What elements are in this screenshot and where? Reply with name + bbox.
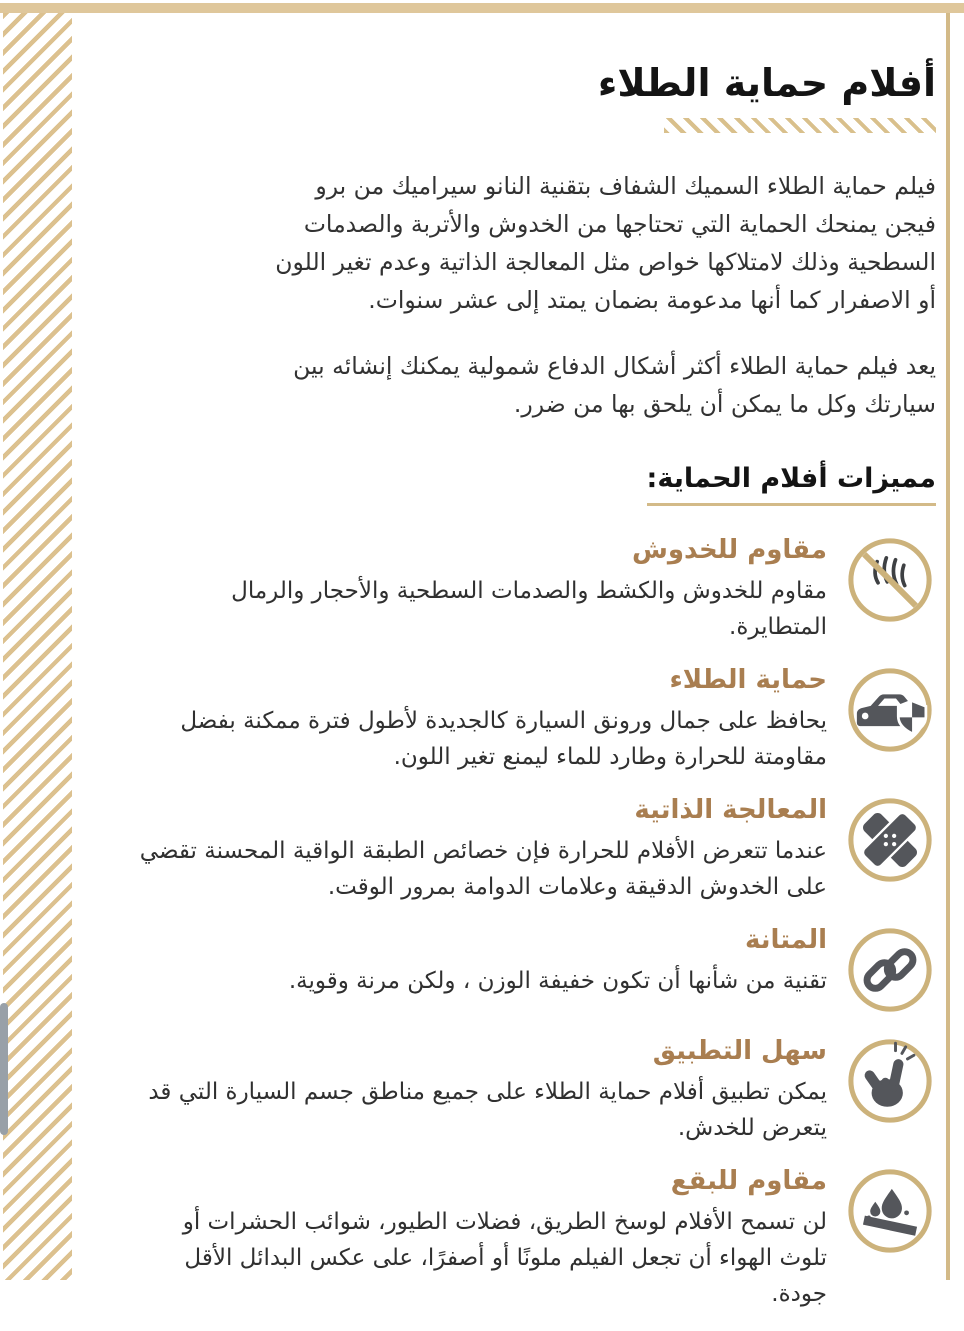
scrollbar-thumb[interactable] bbox=[0, 1003, 8, 1135]
intro-paragraph-2: يعد فيلم حماية الطلاء أكثر أشكال الدفاع شمولية يمكنك إنشائه بين سيارتك وكل ما يمكن أن يلحق بها من ضرر. bbox=[293, 351, 936, 418]
feature-title: سهل التطبيق bbox=[652, 1036, 827, 1067]
no-scratch-icon bbox=[844, 534, 936, 626]
features-heading-text: مميزات أفلام الحماية: bbox=[647, 463, 936, 506]
features-heading bbox=[80, 463, 936, 506]
feature-description: عندما تتعرض الأفلام للحرارة فإن خصائص الطبقة الواقية المحسنة تقضي على الخدوش الدقيقة وعلامات الدوامة بمرور الوقت. bbox=[139, 838, 827, 901]
content-column bbox=[80, 0, 936, 1331]
title-decor-hatch-icon bbox=[664, 118, 936, 133]
feature-item-durability bbox=[80, 924, 936, 1016]
feature-description: يمكن تطبيق أفلام حماية الطلاء على جميع مناطق جسم السيارة التي قد يتعرض للخدش. bbox=[148, 1079, 827, 1142]
feature-item-scratch-resistant bbox=[80, 534, 936, 645]
feature-title: المتانة bbox=[744, 925, 827, 956]
feature-title: المعالجة الذاتية bbox=[634, 794, 827, 825]
feature-item-easy-application bbox=[80, 1035, 936, 1146]
feature-description: مقاوم للخدوش والكشط والصدمات السطحية والأحجار والرمال المتطايرة. bbox=[231, 577, 827, 640]
feature-description: يحافظ على جمال ورونق السيارة كالجديدة لأطول فترة ممكنة بفضل مقاومتة للحرارة وطارد للماء ليمنع تغير اللون. bbox=[180, 707, 827, 770]
feature-item-paint-protection bbox=[80, 664, 936, 775]
page-title: أفلام حماية الطلاء bbox=[597, 61, 936, 105]
chain-link-icon bbox=[844, 924, 936, 1016]
feature-item-stain-resistant bbox=[80, 1165, 936, 1312]
car-shield-icon bbox=[844, 664, 936, 756]
feature-title: حماية الطلاء bbox=[669, 664, 827, 695]
intro-paragraph-1: فيلم حماية الطلاء السميك الشفاف بتقنية النانو سيراميك من برو فيجن يمنحك الحماية التي تحتاجها من الخدوش والأتربة والصدمات السطحية وذلك لامتلاكها خواص مثل المعالجة الذاتية وعدم تغير اللون أو الاصفرار كما أنها مدعومة بضمان يمتد إلى عشر سنوات. bbox=[275, 171, 936, 314]
snap-fingers-icon bbox=[844, 1035, 936, 1127]
features-list bbox=[80, 534, 936, 1313]
stain-resistant-icon bbox=[844, 1165, 936, 1257]
feature-title: مقاوم للبقع bbox=[670, 1166, 827, 1197]
right-accent-line bbox=[946, 13, 950, 1280]
feature-description: لن تسمح الأفلام لوسخ الطريق، فضلات الطيور، شوائب الحشرات أو تلوث الهواء أن تجعل الفيلم ملونًا أو أصفرًا، على عكس البدائل الأقل جودة. bbox=[182, 1209, 827, 1308]
bandage-icon bbox=[844, 794, 936, 886]
left-stripe-border bbox=[3, 13, 72, 1280]
feature-item-self-healing bbox=[80, 794, 936, 905]
feature-description: تقنية من شأنها أن تكون خفيفة الوزن ، ولكن مرنة وقوية. bbox=[288, 968, 827, 995]
feature-title: مقاوم للخدوش bbox=[631, 534, 827, 565]
